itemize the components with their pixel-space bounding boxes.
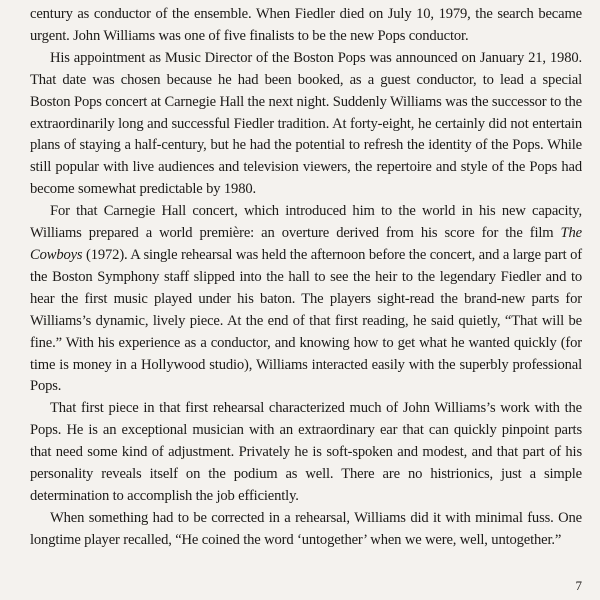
paragraph bbox=[30, 398, 582, 508]
paragraph bbox=[30, 201, 582, 398]
body-text bbox=[30, 4, 582, 552]
page-number: 7 bbox=[575, 578, 582, 593]
paragraph-text: When something had to be corrected in a rehearsal, Williams did it with minimal fuss. One longtime player recalled, “He coined the word ‘untogether’ when we were, well, untogether.” bbox=[30, 509, 582, 548]
paragraph-text: That first piece in that first rehearsal characterized much of John Williams’s work with the Pops. He is an exceptional musician with an extraordinary ear that can quickly pinpoint parts that need some kind of adjustment. Privately he is soft-spoken and modest, and that part of his personality reveals itself on the podium as well. There are no histrionics, just a simple determination to accomplish the job efficiently. bbox=[30, 400, 582, 504]
paragraph-text: (1972). A single rehearsal was held the afternoon before the concert, and a large part of the Boston Symphony staff slipped into the hall to see the heir to the legendary Fiedler and to hear the first music played under his baton. The players sight-read the brand-new parts for Williams’s dynamic, lively piece. At the end of that first reading, he said quietly, “That will be fine.” With his experience as a conductor, and knowing how to get what he wanted quickly (for time is money in a Hollywood studio), Williams interacted easily with the superbly professional Pops. bbox=[30, 246, 582, 395]
film-title: The Cowboys bbox=[30, 225, 582, 263]
paragraph bbox=[30, 48, 582, 201]
paragraph bbox=[30, 4, 582, 48]
paragraph-text: century as conductor of the ensemble. When Fiedler died on July 10, 1979, the search became urgent. John Williams was one of five finalists to be the new Pops conductor. bbox=[30, 6, 582, 44]
paragraph-text: His appointment as Music Director of the Boston Pops was announced on January 21, 1980. That date was chosen because he had been booked, as a guest conductor, to lead a special Boston Pops concert at Carnegie Hall the next night. Suddenly Williams was the successor to the extraordinarily long and successful Fiedler tradition. At forty-eight, he certainly did not entertain plans of staying a half-century, but he had the potential to refresh the identity of the Pops. While still popular with live audiences and television viewers, the repertoire and style of the Pops had become somewhat predictable by 1980. bbox=[30, 49, 582, 198]
paragraph-text: For that Carnegie Hall concert, which introduced him to the world in his new capacity, Williams prepared a world première: an overture derived from his score for the film bbox=[30, 203, 582, 242]
paragraph bbox=[30, 508, 582, 552]
